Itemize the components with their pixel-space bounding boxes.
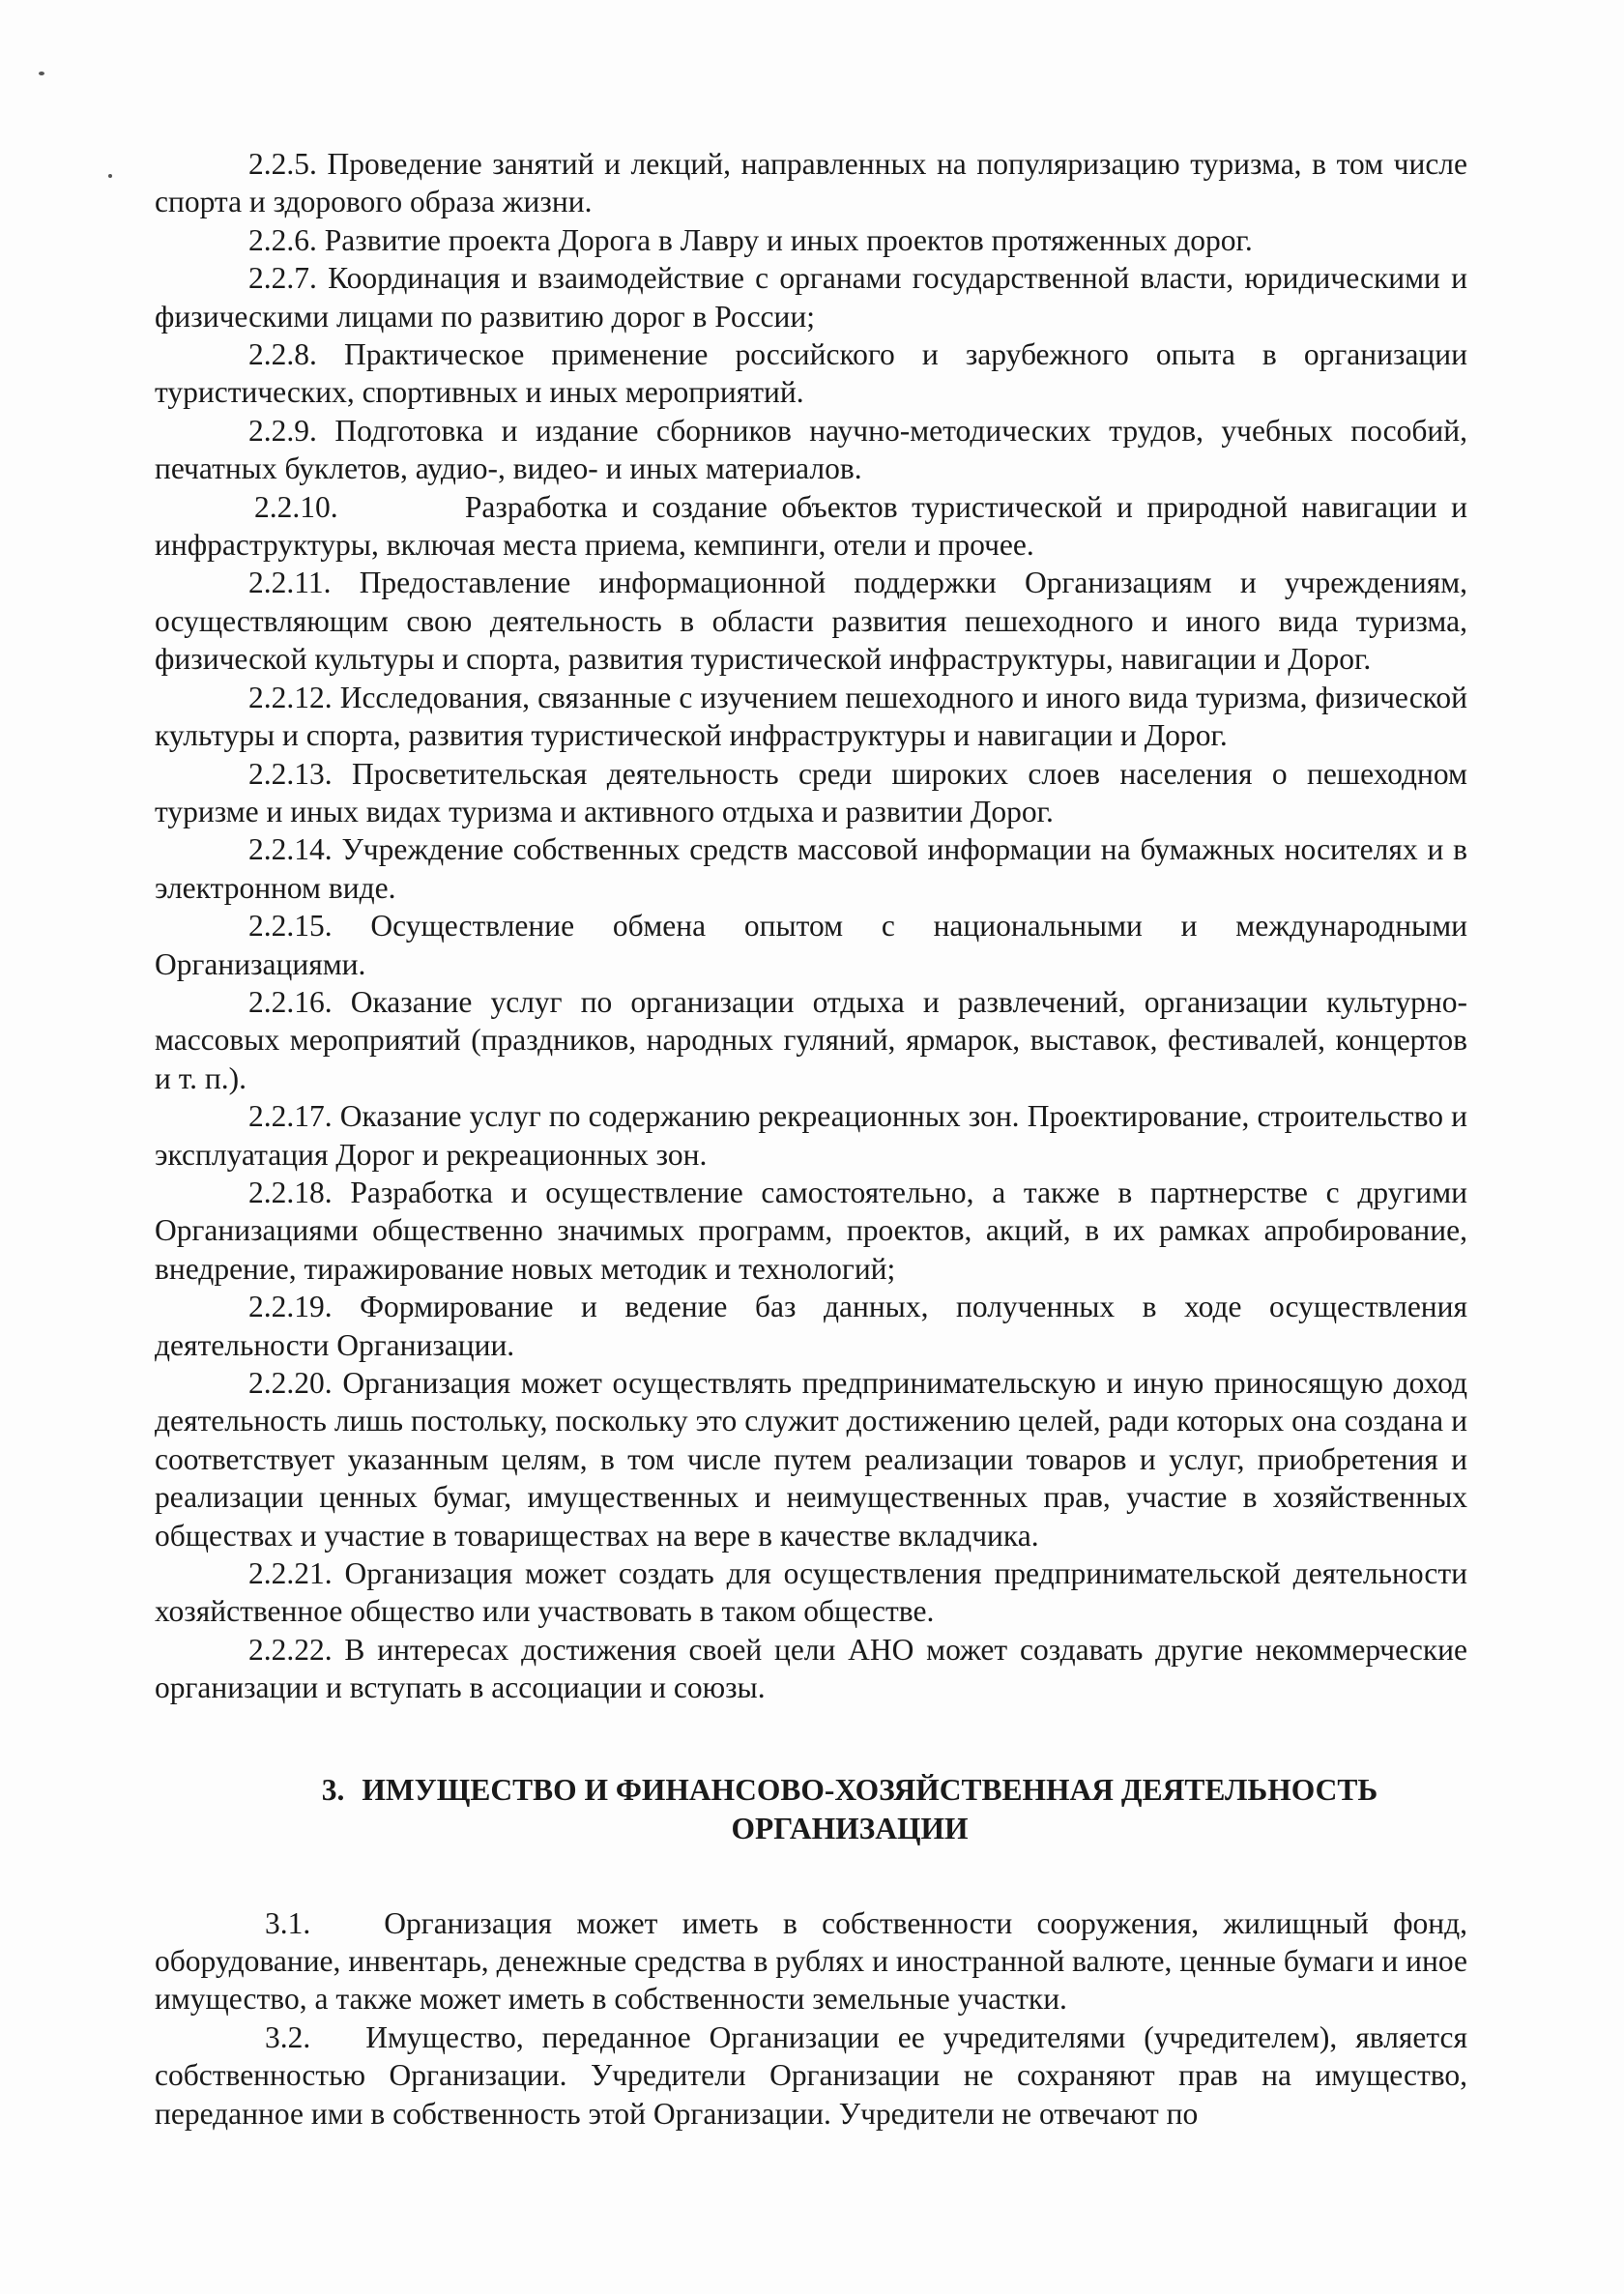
clause-2-2-19 bbox=[155, 1288, 1467, 1364]
document-body bbox=[155, 145, 1467, 2133]
clause-2-2-21 bbox=[155, 1554, 1467, 1631]
clause-text: Оказание услуг по содержанию рекреационных зон. Проектирование, строительство и эксплуатация Дорог и рекреационных зон. bbox=[155, 1099, 1468, 1172]
clause-text: Разработка и создание объектов туристической и природной навигации и инфраструктуры, включая места приема, кемпинги, отели и прочее. bbox=[155, 489, 1468, 563]
clause-number: 2.2.15. bbox=[248, 909, 333, 944]
clause-text: Организация может создать для осуществления предпринимательской деятельности хозяйственное общество или участвовать в таком обществе. bbox=[155, 1556, 1467, 1629]
clause-number: 2.2.17. bbox=[248, 1099, 333, 1134]
clause-text: Организация может осуществлять предпринимательскую и иную приносящую доход деятельность лишь постольку, поскольку это служит достижению целей, ради которых она создана и соответствует указанным целям, в том числе путем реализации товаров и услуг, приобретения и реализации ценных бумаг, имущественных и неимущественных прав, участие в хозяйственных обществах и участие в товариществах на вере в качестве вкладчика. bbox=[155, 1366, 1467, 1553]
clause-number: 2.2.18. bbox=[248, 1175, 333, 1209]
scan-speck bbox=[39, 72, 44, 75]
clause-2-2-7 bbox=[155, 259, 1467, 335]
clause-text: Просветительская деятельность среди широких слоев населения о пешеходном туризме и иных видах туризма и активного отдыха и развитии Дорог. bbox=[155, 756, 1467, 828]
clause-text: Оказание услуг по организации отдыха и развлечений, организации культурно-массовых мероприятий (праздников, народных гуляний, ярмарок, выставок, фестивалей, концертов и т. п.). bbox=[155, 984, 1467, 1095]
clause-3-2 bbox=[155, 2018, 1467, 2133]
section-number: 3. bbox=[321, 1772, 345, 1807]
clause-text: Учреждение собственных средств массовой информации на бумажных носителях и в электронном виде. bbox=[155, 832, 1467, 905]
clause-text: Координация и взаимодействие с органами государственной власти, юридическими и физическими лицами по развитию дорог в России; bbox=[155, 261, 1467, 334]
clause-number: 3.2. bbox=[265, 2019, 311, 2054]
section-title: ИМУЩЕСТВО И ФИНАНСОВО-ХОЗЯЙСТВЕННАЯ ДЕЯТЕЛЬНОСТЬ ОРГАНИЗАЦИИ bbox=[362, 1772, 1378, 1845]
clause-2-2-9 bbox=[155, 412, 1467, 488]
clause-text: В интересах достижения своей цели АНО может создавать другие некоммерческие организации и вступать в ассоциации и союзы. bbox=[155, 1632, 1468, 1705]
clause-2-2-12 bbox=[155, 679, 1467, 755]
clause-number: 2.2.12. bbox=[248, 680, 333, 714]
clause-2-2-5 bbox=[155, 145, 1467, 221]
clause-number: 2.2.8. bbox=[248, 337, 317, 372]
clause-number: 2.2.13. bbox=[248, 756, 333, 791]
clause-2-2-6 bbox=[155, 221, 1467, 259]
clause-number: 2.2.20. bbox=[248, 1366, 333, 1400]
clause-2-2-18 bbox=[155, 1174, 1467, 1288]
clause-number: 2.2.14. bbox=[248, 832, 333, 867]
clause-text: Осуществление обмена опытом с национальными и международными Организациями. bbox=[155, 909, 1468, 981]
clause-2-2-14 bbox=[155, 830, 1467, 907]
scan-speck bbox=[108, 174, 112, 178]
clause-number: 2.2.5. bbox=[248, 147, 317, 181]
clause-2-2-16 bbox=[155, 983, 1467, 1097]
clause-text: Имущество, переданное Организации ее учредителями (учредителем), является собственностью Организации. Учредители Организации не сохраняют прав на имущество, переданное ими в собственность этой Организации. Учредители не отвечают по bbox=[155, 2019, 1468, 2131]
clause-2-2-8 bbox=[155, 335, 1467, 412]
clause-3-1 bbox=[155, 1904, 1467, 2018]
clause-number: 2.2.22. bbox=[248, 1632, 333, 1667]
clause-number: 2.2.21. bbox=[248, 1556, 333, 1591]
clause-text: Подготовка и издание сборников научно-методических трудов, учебных пособий, печатных буклетов, аудио-, видео- и иных материалов. bbox=[155, 413, 1467, 486]
clause-number: 2.2.16. bbox=[248, 984, 333, 1019]
clause-number: 3.1. bbox=[265, 1905, 311, 1940]
clause-text: Развитие проекта Дорога в Лавру и иных проектов протяженных дорог. bbox=[324, 222, 1253, 257]
clause-text: Разработка и осуществление самостоятельно, а также в партнерстве с другими Организациями общественно значимых программ, проектов, акций, в их рамках апробирование, внедрение, тиражирование новых методик и технологий; bbox=[155, 1175, 1467, 1286]
clause-2-2-20 bbox=[155, 1364, 1467, 1554]
clause-text: Практическое применение российского и зарубежного опыта в организации туристических, спортивных и иных мероприятий. bbox=[155, 337, 1467, 410]
section-heading bbox=[155, 1771, 1467, 1848]
clause-number: 2.2.10. bbox=[254, 489, 338, 524]
clause-text: Проведение занятий и лекций, направленных на популяризацию туризма, в том числе спорта и здорового образа жизни. bbox=[155, 147, 1467, 219]
clause-2-2-15 bbox=[155, 907, 1467, 983]
clause-2-2-11 bbox=[155, 564, 1467, 678]
clause-number: 2.2.7. bbox=[248, 261, 317, 296]
clause-2-2-17 bbox=[155, 1097, 1467, 1174]
clause-number: 2.2.9. bbox=[248, 413, 317, 448]
clause-number: 2.2.11. bbox=[248, 566, 332, 600]
clause-text: Исследования, связанные с изучением пешеходного и иного вида туризма, физической культуры и спорта, развития туристической инфраструктуры и навигации и Дорог. bbox=[155, 680, 1467, 753]
clause-text: Формирование и ведение баз данных, полученных в ходе осуществления деятельности Организации. bbox=[155, 1290, 1468, 1362]
clause-2-2-13 bbox=[155, 755, 1467, 831]
clause-text: Предоставление информационной поддержки Организациям и учреждениям, осуществляющим свою деятельность в области развития пешеходного и иного вида туризма, физической культуры и спорта, развития туристической инфраструктуры, навигации и Дорог. bbox=[155, 566, 1468, 677]
clause-2-2-10 bbox=[155, 488, 1467, 565]
clause-2-2-22 bbox=[155, 1631, 1467, 1707]
clause-number: 2.2.19. bbox=[248, 1290, 333, 1324]
clause-text: Организация может иметь в собственности сооружения, жилищный фонд, оборудование, инвентарь, денежные средства в рублях и иностранной валюте, ценные бумаги и иное имущество, а также может иметь в собственности земельные участки. bbox=[155, 1905, 1468, 2017]
clause-number: 2.2.6. bbox=[248, 222, 317, 257]
